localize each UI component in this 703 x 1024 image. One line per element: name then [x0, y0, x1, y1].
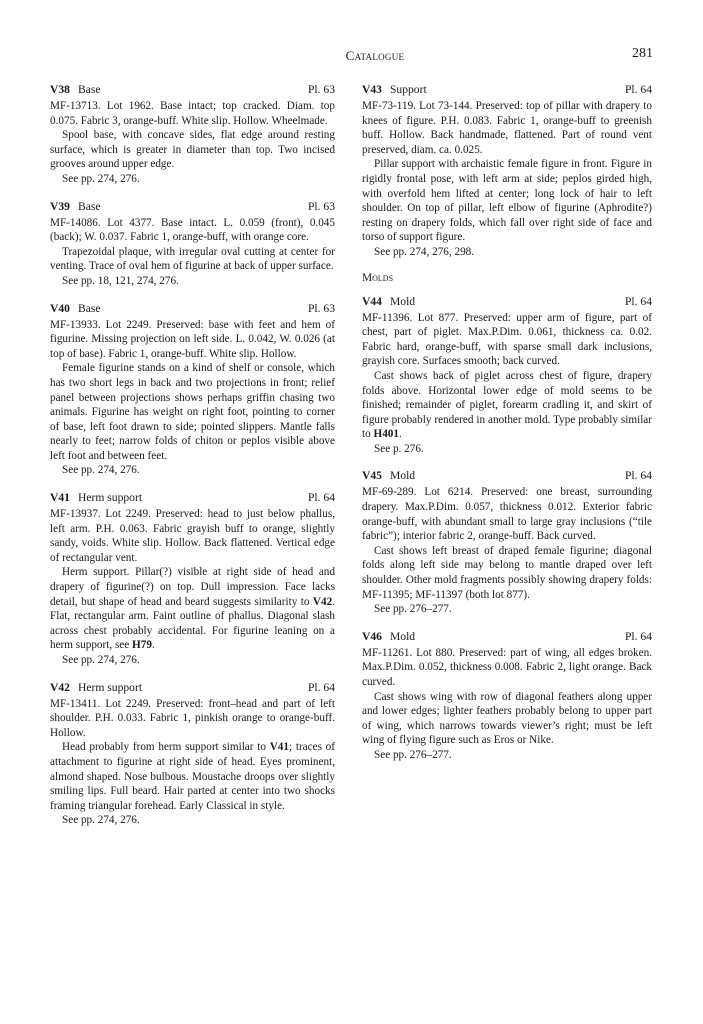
- catalogue-entry: [50, 680, 335, 828]
- entry-description: MF-13937. Lot 2249. Preserved: head to just below phallus, left arm. P.H. 0.063. Fabric grayish buff to orange, slightly sandy, voids. White slip. Hollow. Back flattened. Vertical edge of rectangular vent.: [50, 508, 335, 564]
- entry-title-group: [50, 301, 101, 316]
- entry-title: Support: [389, 83, 427, 96]
- entry-description: MF-13713. Lot 1962. Base intact; top cracked. Diam. top 0.075. Fabric 3, orange-buff. White slip. Hollow. Wheelmade.: [50, 100, 335, 127]
- entry-title-group: [50, 199, 101, 214]
- entry-id: V44: [362, 294, 382, 308]
- entry-commentary: Trapezoidal plaque, with irregular oval cutting at center for venting. Trace of oval hem of figurine at back of upper surface.: [50, 245, 335, 273]
- left-column: [50, 82, 335, 840]
- entry-title: Base: [77, 199, 101, 213]
- entry-heading: [362, 294, 652, 309]
- entry-title-group: [50, 82, 101, 97]
- entry-heading: [362, 468, 652, 483]
- entry-id: V46: [362, 629, 382, 643]
- catalogue-entry: [50, 199, 335, 289]
- entry-title: Base: [77, 301, 101, 315]
- entry-title-group: [362, 629, 415, 644]
- entry-heading: [362, 82, 652, 97]
- entry-commentary: Cast shows left breast of draped female figurine; diagonal folds along left side may belong to mantle draped over left shoulder. Other mold fragments possibly showing drapery folds: MF-11395; MF-11397 (both lot 877).: [362, 544, 652, 601]
- entry-title: Mold: [389, 469, 416, 483]
- section-heading-molds: Molds: [362, 271, 394, 284]
- entry-title-group: [50, 490, 142, 505]
- entry-id: V39: [50, 199, 70, 213]
- see-pages-reference: See p. 276.: [374, 442, 424, 455]
- plate-reference: Pl. 64: [624, 83, 652, 96]
- entry-description: MF-73-119. Lot 73-144. Preserved: top of pillar with drapery to knees of figure. P.H. 0.083. Fabric 1, orange-buff to greenish buff. Hollow. Back handmade, flattened. Part of round vent preserved, diam. ca. 0.025.: [362, 100, 652, 156]
- entry-heading: [362, 629, 652, 644]
- see-pages-reference: See pp. 274, 276.: [62, 464, 140, 477]
- entry-description: MF-13933. Lot 2249. Preserved: base with feet and hem of figurine. Missing projection on left side. L. 0.042, W. 0.026 (at top of base). Fabric 1, orange-buff. White slip. Hollow.: [50, 318, 335, 360]
- cross-reference: H401: [373, 428, 399, 441]
- entry-commentary: Cast shows wing with row of diagonal feathers along upper and lower edges; lighter feathers probably belong to upper part of wing, which narrows towards viewer’s right; must be left wing of flying figure such as Eros or Nike.: [362, 690, 652, 747]
- entry-id: V40: [50, 301, 70, 315]
- page-number: 281: [632, 46, 653, 61]
- entry-id: V45: [362, 469, 382, 483]
- plate-reference: Pl. 64: [624, 629, 652, 643]
- cross-reference: H79: [132, 639, 152, 652]
- entry-title-group: [362, 468, 415, 483]
- right-column: [362, 82, 652, 775]
- right-column-top: [362, 82, 652, 260]
- entry-heading: [50, 82, 335, 97]
- entry-heading: [50, 680, 335, 695]
- catalogue-entry: [362, 294, 652, 457]
- entry-title-group: [362, 82, 427, 97]
- entry-description: MF-11396. Lot 877. Preserved: upper arm of figure, part of chest, part of piglet. Max.P.Dim. 0.061, thickness ca. 0.02. Fabric hard, orange-buff, with sparse small dark inclusions, grayish core. Surfaces smooth; back curved.: [362, 311, 652, 368]
- plate-reference: Pl. 63: [307, 83, 335, 96]
- entry-commentary: Pillar support with archaistic female figure in front. Figure in rigidly frontal pose, with left arm at side; peplos girded high, with overfold hem lifted at center; long lock of hair to left shoulder. On top of pillar, left elbow of figurine (Aphrodite?) resting on drapery folds, which fall over right side of face and torso of support figure.: [362, 158, 652, 244]
- entry-heading: [50, 199, 335, 214]
- see-pages-reference: See pp. 274, 276.: [62, 654, 140, 666]
- see-pages-reference: See pp. 276–277.: [374, 748, 452, 761]
- see-pages-reference: See pp. 274, 276, 298.: [374, 245, 475, 258]
- entry-description: MF-11261. Lot 880. Preserved: part of wing, all edges broken. Max.P.Dim. 0.052, thickness 0.008. Fabric 2, light orange. Back curved.: [362, 646, 652, 688]
- cross-reference: V42: [312, 595, 333, 608]
- entry-title-group: [362, 294, 415, 309]
- plate-reference: Pl. 64: [307, 680, 335, 694]
- entry-description: MF-13411. Lot 2249. Preserved: front–head and part of left shoulder. P.H. 0.033. Fabric 1, pinkish orange to orange-buff. Hollow.: [50, 697, 335, 739]
- entry-description: MF-14086. Lot 4377. Base intact. L. 0.059 (front), 0.045 (back); W. 0.037. Fabric 1, orange-buff, with orange core.: [50, 216, 335, 244]
- catalogue-entry: [362, 82, 652, 260]
- plate-reference: Pl. 64: [624, 469, 652, 483]
- see-pages-reference: See pp. 274, 276.: [62, 814, 140, 827]
- see-pages-reference: See pp. 18, 121, 274, 276.: [62, 274, 179, 287]
- see-pages-reference: See pp. 276–277.: [374, 603, 452, 616]
- entry-commentary: Female figurine stands on a kind of shelf or console, which has two short legs in back and two projections in front; relief panel between projections shows perhaps griffin chasing two animals. Figurine has weight on right foot, pointing to corner of base, left foot drawn to side; pointed slippers. Mantle falls nearly to feet; narrow folds of chiton or peplos visible above left foot and between feet.: [50, 362, 335, 462]
- catalogue-entry: [362, 468, 652, 616]
- entry-id: V41: [50, 491, 70, 505]
- entry-commentary: Head probably from herm support similar to V41; traces of attachment to figurine at right side of head. Eyes prominent, almond shaped. Nose bulbous. Moustache droops over slightly smiling lips. Full beard. Hair parted at center into two shocks framing triangular forehead. Early Classical in style.: [50, 741, 335, 812]
- entry-heading: [50, 490, 335, 505]
- right-column-molds: [362, 294, 652, 763]
- plate-reference: Pl. 63: [307, 199, 335, 213]
- entry-title: Base: [77, 83, 101, 96]
- catalogue-entry: [362, 629, 652, 763]
- catalogue-entry: [50, 82, 335, 187]
- entry-commentary: Herm support. Pillar(?) visible at right side of head and drapery of figurine(?) on top. Dull impression. Face lacks detail, but shape of head and beard suggests similarity to V42. Flat, rectangular arm. Faint outline of phallus. Diagonal slash across chest probably accidental. For figurine leaning on a herm support, see H79.: [50, 566, 335, 652]
- entry-commentary: Cast shows back of piglet across chest of figure, drapery folds above. Horizontal lower edge of mold seems to be finished; remainder of piglet, forearm cradling it, and skirt of figure probably rendered in another mold. Type probably similar to H401.: [362, 369, 652, 441]
- entry-title: Mold: [389, 629, 416, 643]
- plate-reference: Pl. 64: [624, 294, 652, 308]
- entry-id: V38: [50, 83, 70, 96]
- entry-title: Herm support: [77, 680, 143, 694]
- entry-heading: [50, 301, 335, 316]
- entry-commentary: Spool base, with concave sides, flat edge around resting surface, which is greater in diameter than top. Two incised grooves around upper edge.: [50, 129, 335, 171]
- see-pages-reference: See pp. 274, 276.: [62, 172, 140, 185]
- entry-id: V43: [362, 83, 382, 96]
- entry-title: Herm support: [77, 491, 143, 505]
- entry-title-group: [50, 680, 142, 695]
- entry-description: MF-69-289. Lot 6214. Preserved: one breast, surrounding drapery. Max.P.Dim. 0.057, thickness 0.012. Exterior fabric orange-buff, with abundant small to large gray inclusions (“tile fabric”); interior fabric 2, orange-buff. Back curved.: [362, 486, 652, 543]
- plate-reference: Pl. 64: [307, 491, 335, 505]
- entry-id: V42: [50, 680, 70, 694]
- catalogue-entry: [50, 490, 335, 668]
- plate-reference: Pl. 63: [307, 301, 335, 315]
- running-head: Catalogue: [345, 48, 405, 63]
- entry-title: Mold: [389, 294, 416, 308]
- catalogue-entry: [50, 301, 335, 479]
- cross-reference: V41: [269, 741, 289, 754]
